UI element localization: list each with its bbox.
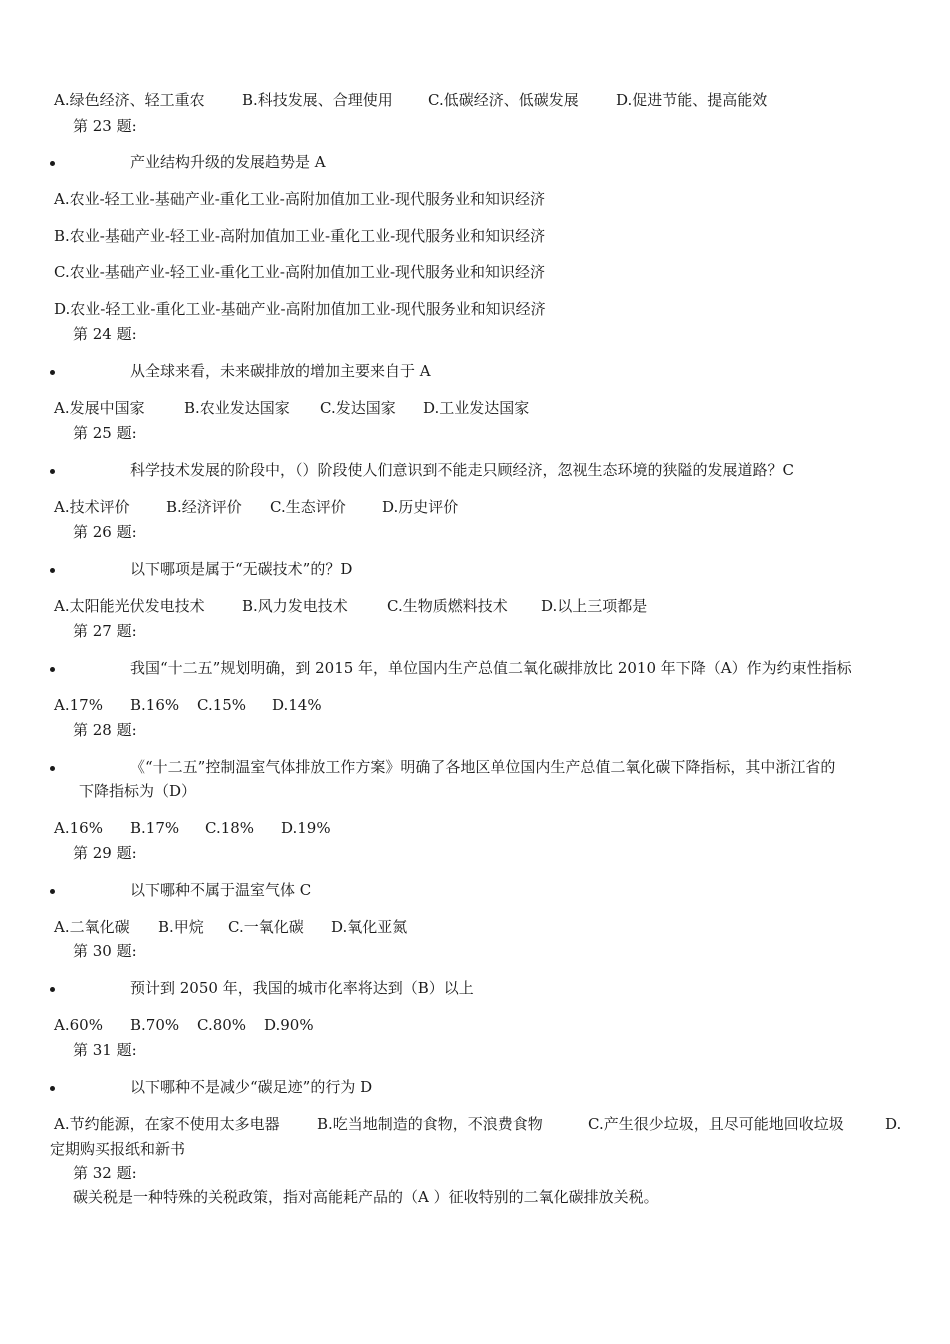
- option-c: C.一氧化碳: [228, 918, 304, 936]
- bullet-icon: [50, 1086, 55, 1091]
- question-number: 第 23 题:: [73, 117, 137, 135]
- bullet-icon: [50, 469, 55, 474]
- option-c: C.农业-基础产业-轻工业-重化工业-高附加值加工业-现代服务业和知识经济: [54, 263, 546, 281]
- option-d: D.工业发达国家: [423, 399, 530, 417]
- bullet-icon: [50, 568, 55, 573]
- option-b: B.吃当地制造的食物，不浪费食物: [317, 1115, 543, 1133]
- option-b: B.风力发电技术: [242, 597, 348, 615]
- question-text: 以下哪项是属于“无碳技术”的？D: [130, 560, 353, 578]
- question-number: 第 29 题:: [73, 844, 137, 862]
- option-a: A.绿色经济、轻工重农: [54, 91, 205, 109]
- option-a: A.技术评价: [54, 498, 130, 516]
- option-a: A.60%: [54, 1016, 103, 1034]
- bullet-icon: [50, 766, 55, 771]
- option-a: A.农业-轻工业-基础产业-重化工业-高附加值加工业-现代服务业和知识经济: [54, 190, 545, 208]
- question-number: 第 24 题:: [73, 325, 137, 343]
- option-b: B.科技发展、合理使用: [242, 91, 393, 109]
- option-b: B.17%: [130, 819, 180, 837]
- option-b: B.农业发达国家: [184, 399, 290, 417]
- option-c: C.18%: [205, 819, 255, 837]
- bullet-icon: [50, 889, 55, 894]
- option-a: A.太阳能光伏发电技术: [54, 597, 205, 615]
- question-number: 第 30 题:: [73, 942, 137, 960]
- option-b: B.经济评价: [166, 498, 242, 516]
- option-d: D.农业-轻工业-重化工业-基础产业-高附加值加工业-现代服务业和知识经济: [54, 300, 546, 318]
- question-text-continued: 下降指标为（D）: [79, 782, 197, 800]
- question-text: 以下哪种不属于温室气体 C: [130, 881, 312, 899]
- question-text: 我国“十二五”规划明确，到 2015 年，单位国内生产总值二氧化碳排放比 2010 年下降（A）作为约束性指标: [130, 659, 852, 677]
- question-text: 产业结构升级的发展趋势是 A: [130, 153, 326, 171]
- option-c: C.产生很少垃圾，且尽可能地回收垃圾: [588, 1115, 844, 1133]
- option-c: C.生态评价: [270, 498, 346, 516]
- option-a: A.节约能源，在家不使用太多电器: [54, 1115, 280, 1133]
- question-number: 第 27 题:: [73, 622, 137, 640]
- option-b: B.甲烷: [158, 918, 204, 936]
- question-text: 预计到 2050 年，我国的城市化率将达到（B）以上: [130, 979, 474, 997]
- bullet-icon: [50, 667, 55, 672]
- option-b: B.70%: [130, 1016, 180, 1034]
- bullet-icon: [50, 987, 55, 992]
- option-d: D.历史评价: [382, 498, 459, 516]
- question-number: 第 28 题:: [73, 721, 137, 739]
- option-c: C.发达国家: [320, 399, 396, 417]
- option-a: A.17%: [54, 696, 103, 714]
- question-text: 《“十二五”控制温室气体排放工作方案》明确了各地区单位国内生产总值二氧化碳下降指标，其中浙江省的: [130, 758, 836, 776]
- option-a: A.发展中国家: [54, 399, 145, 417]
- question-number: 第 25 题:: [73, 424, 137, 442]
- option-c: C.生物质燃料技术: [387, 597, 508, 615]
- option-c: C.低碳经济、低碳发展: [428, 91, 579, 109]
- option-a: A.16%: [54, 819, 103, 837]
- bullet-icon: [50, 370, 55, 375]
- option-c: C.15%: [197, 696, 247, 714]
- option-d: D.14%: [272, 696, 322, 714]
- option-d: D.19%: [281, 819, 331, 837]
- option-d: D.以上三项都是: [541, 597, 648, 615]
- option-c: C.80%: [197, 1016, 247, 1034]
- question-text: 科学技术发展的阶段中，（）阶段使人们意识到不能走只顾经济，忽视生态环境的狭隘的发展道路？C: [130, 461, 794, 479]
- option-d: D.: [885, 1115, 902, 1133]
- option-d: D.氧化亚氮: [331, 918, 408, 936]
- bullet-icon: [50, 161, 55, 166]
- option-a: A.二氧化碳: [54, 918, 130, 936]
- option-d: D.90%: [264, 1016, 314, 1034]
- question-text: 碳关税是一种特殊的关税政策，指对高能耗产品的（A ）征收特别的二氧化碳排放关税。: [73, 1188, 659, 1206]
- question-text: 从全球来看，未来碳排放的增加主要来自于 A: [130, 362, 431, 380]
- option-b: B.16%: [130, 696, 180, 714]
- option-d-continued: 定期购买报纸和新书: [50, 1140, 186, 1158]
- question-number: 第 31 题:: [73, 1041, 137, 1059]
- option-b: B.农业-基础产业-轻工业-高附加值加工业-重化工业-现代服务业和知识经济: [54, 227, 546, 245]
- question-number: 第 26 题:: [73, 523, 137, 541]
- option-d: D.促进节能、提高能效: [616, 91, 768, 109]
- question-number: 第 32 题:: [73, 1164, 137, 1182]
- question-text: 以下哪种不是减少“碳足迹”的行为 D: [130, 1078, 373, 1096]
